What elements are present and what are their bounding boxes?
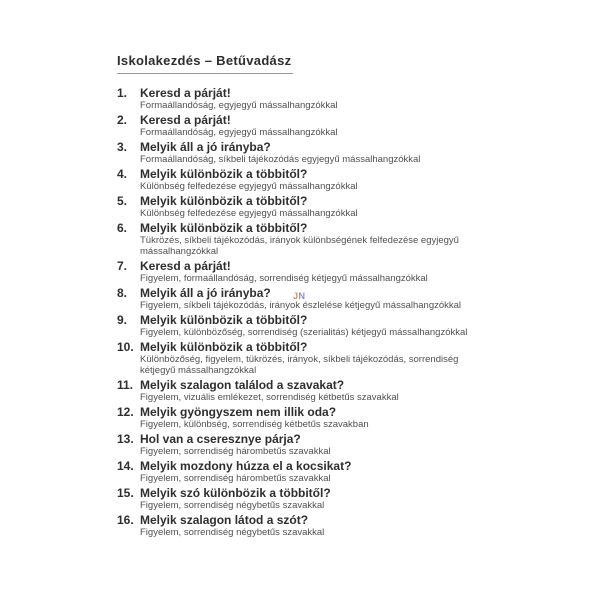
item-title: Keresd a párját! xyxy=(140,259,231,273)
item-description: Formaállandóság, egyjegyű mássalhangzókkal xyxy=(140,127,338,138)
item-description: Formaállandóság, síkbeli tájékozódás egyjegyű mássalhangzókkal xyxy=(140,154,421,165)
item-body xyxy=(140,141,489,165)
item-body xyxy=(140,195,489,219)
item-number: 5. xyxy=(117,194,128,208)
item-title: Melyik különbözik a többitől? xyxy=(140,221,308,235)
item-title: Melyik áll a jó irányba? xyxy=(140,286,271,300)
list-item xyxy=(117,168,489,192)
item-title: Melyik szalagon találod a szavakat? xyxy=(140,378,345,392)
item-description: Figyelem, sorrendiség hárombetűs szavakkal xyxy=(140,446,331,457)
list-item xyxy=(117,487,489,511)
list-item xyxy=(117,260,489,284)
item-body xyxy=(140,87,489,111)
item-description: Különbözőség, figyelem, tükrözés, irányok, síkbeli tájékozódás, sorrendiség kétjegyű mássalhangzókkal xyxy=(140,354,459,376)
item-description: Figyelem, síkbeli tájékozódás, irányok észlelése kétjegyű mássalhangzókkal xyxy=(140,300,462,311)
item-title: Melyik gyöngyszem nem illik oda? xyxy=(140,405,337,419)
item-description: Figyelem, különbség, sorrendiség kétbetűs szavakban xyxy=(140,419,369,430)
item-description: Figyelem, sorrendiség hárombetűs szavakkal xyxy=(140,473,331,484)
item-number: 13. xyxy=(117,432,134,446)
item-number: 12. xyxy=(117,405,134,419)
item-number: 4. xyxy=(117,167,128,181)
activity-list xyxy=(117,87,489,538)
item-number: 11. xyxy=(117,378,134,392)
list-item xyxy=(117,195,489,219)
item-number: 8. xyxy=(117,286,128,300)
item-description: Figyelem, formaállandóság, sorrendiség kétjegyű mássalhangzókkal xyxy=(140,273,428,284)
item-body xyxy=(140,406,489,430)
list-item xyxy=(117,460,489,484)
item-description: Tükrözés, síkbeli tájékozódás, irányok különbségének felfedezése egyjegyű mássalhangzókkal xyxy=(140,235,459,257)
item-body xyxy=(140,168,489,192)
item-description: Figyelem, vizuális emlékezet, sorrendiség kétbetűs szavakkal xyxy=(140,392,399,403)
item-title: Melyik különbözik a többitől? xyxy=(140,313,308,327)
item-title: Melyik különbözik a többitől? xyxy=(140,194,308,208)
item-number: 10. xyxy=(117,340,134,354)
item-body xyxy=(140,222,489,257)
list-item xyxy=(117,433,489,457)
item-number: 15. xyxy=(117,486,134,500)
item-title: Melyik mozdony húzza el a kocsikat? xyxy=(140,459,352,473)
list-item xyxy=(117,114,489,138)
item-body xyxy=(140,260,489,284)
item-title: Keresd a párját! xyxy=(140,86,231,100)
item-number: 7. xyxy=(117,259,128,273)
item-body xyxy=(140,341,489,376)
page-title: Iskolakezdés – Betűvadász xyxy=(117,53,293,74)
list-item xyxy=(117,406,489,430)
list-item xyxy=(117,341,489,376)
item-body xyxy=(140,460,489,484)
list-item xyxy=(117,514,489,538)
item-body xyxy=(140,314,489,338)
item-title: Melyik szalagon látod a szót? xyxy=(140,513,309,527)
item-title: Melyik különbözik a többitől? xyxy=(140,340,308,354)
item-description: Formaállandóság, egyjegyű mássalhangzókkal xyxy=(140,100,338,111)
jn-watermark xyxy=(293,292,306,301)
item-title: Melyik különbözik a többitől? xyxy=(140,167,308,181)
item-title: Hol van a cseresznye párja? xyxy=(140,432,301,446)
list-item xyxy=(117,314,489,338)
item-body xyxy=(140,114,489,138)
watermark-letter-j: J xyxy=(293,291,299,301)
item-body xyxy=(140,379,489,403)
item-body xyxy=(140,433,489,457)
item-title: Melyik áll a jó irányba? xyxy=(140,140,271,154)
item-number: 3. xyxy=(117,140,128,154)
item-body xyxy=(140,487,489,511)
item-description: Figyelem, sorrendiség négybetűs szavakkal xyxy=(140,500,325,511)
item-description: Figyelem, különbözőség, sorrendiség (szerialitás) kétjegyű mássalhangzókkal xyxy=(140,327,468,338)
list-item xyxy=(117,87,489,111)
item-number: 1. xyxy=(117,86,128,100)
watermark-letter-n: N xyxy=(298,291,306,301)
item-number: 6. xyxy=(117,221,128,235)
item-description: Figyelem, sorrendiség négybetűs szavakkal xyxy=(140,527,325,538)
item-description: Különbség felfedezése egyjegyű mássalhangzókkal xyxy=(140,208,358,219)
item-number: 2. xyxy=(117,113,128,127)
item-number: 16. xyxy=(117,513,134,527)
list-item xyxy=(117,379,489,403)
list-item xyxy=(117,141,489,165)
item-body xyxy=(140,514,489,538)
item-number: 14. xyxy=(117,459,134,473)
list-item xyxy=(117,222,489,257)
item-description: Különbség felfedezése egyjegyű mássalhangzókkal xyxy=(140,181,358,192)
item-number: 9. xyxy=(117,313,128,327)
item-body xyxy=(140,287,489,311)
item-title: Keresd a párját! xyxy=(140,113,231,127)
item-title: Melyik szó különbözik a többitől? xyxy=(140,486,331,500)
